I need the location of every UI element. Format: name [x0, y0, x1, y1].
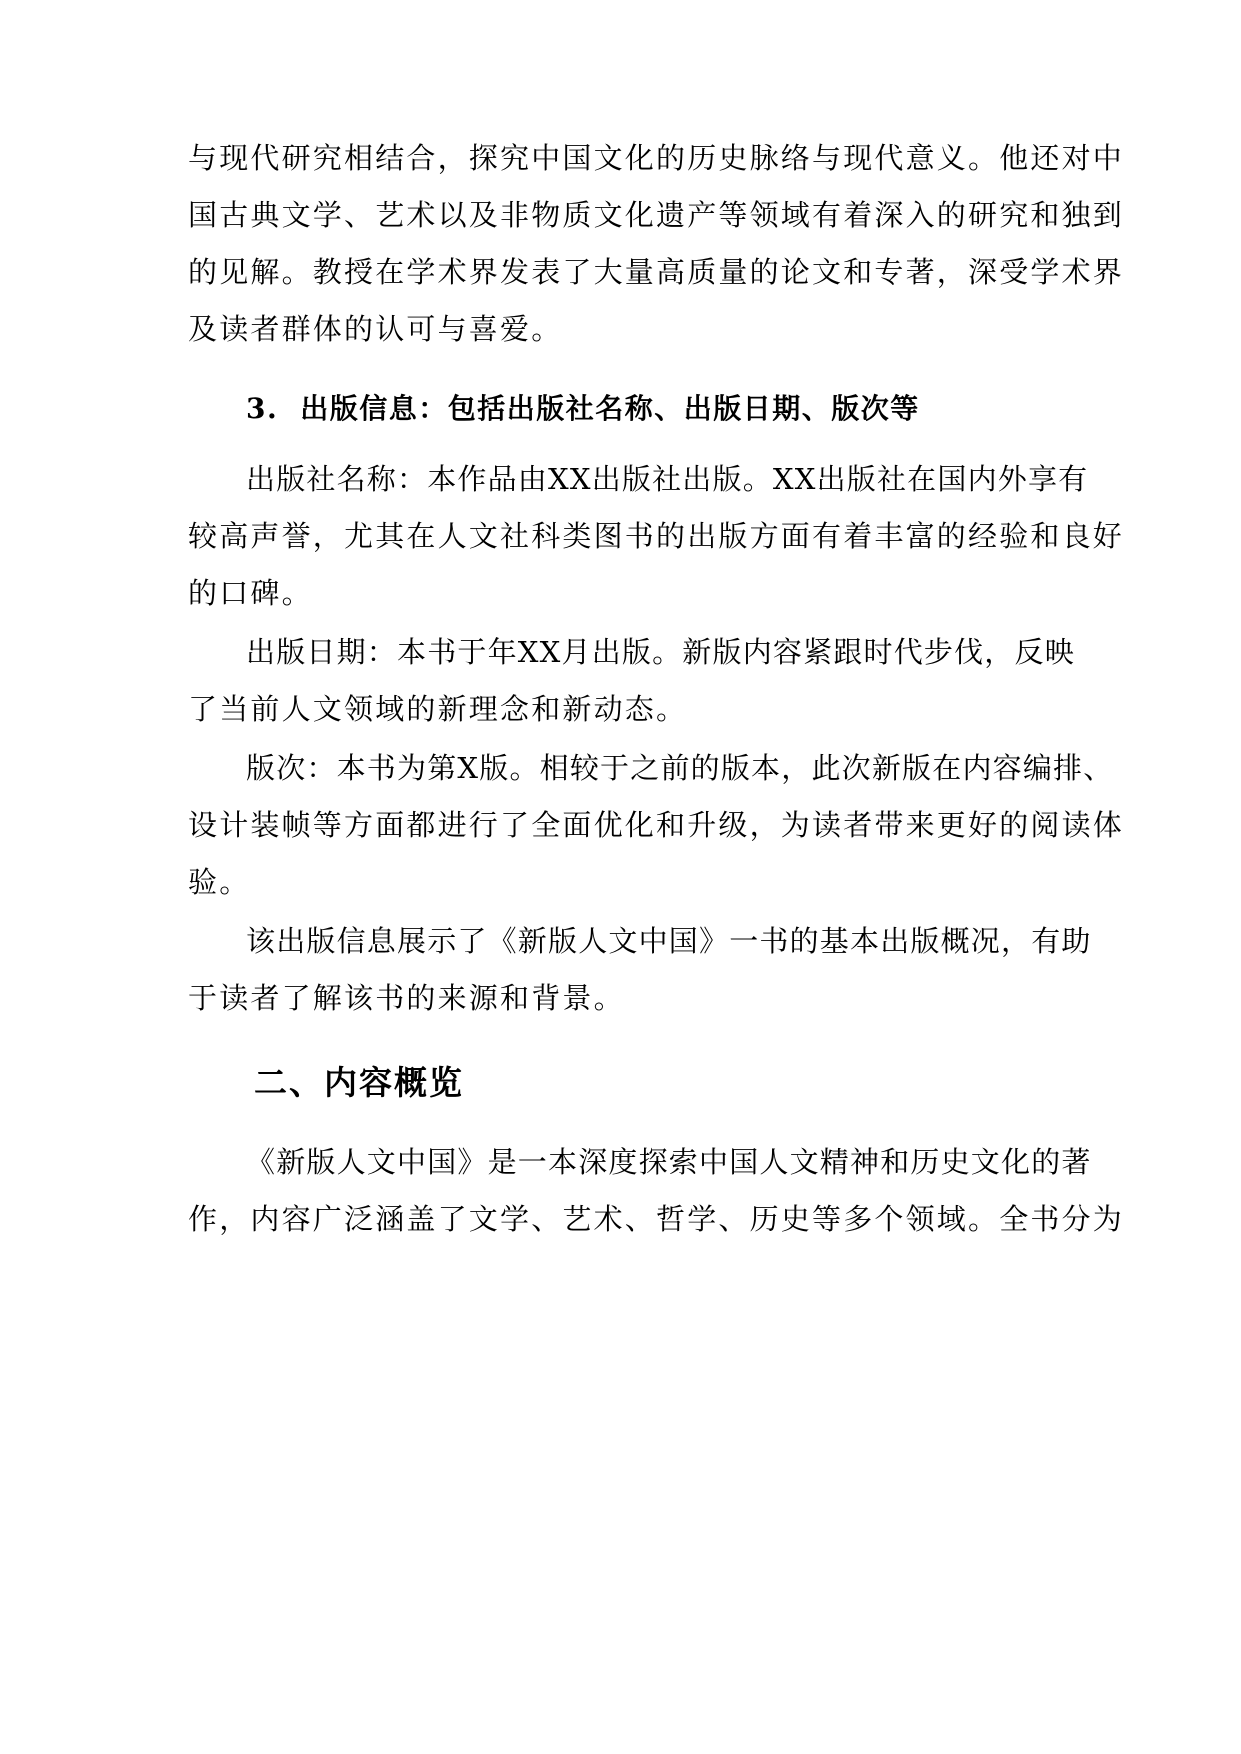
paragraph-line: 的见解。教授在学术界发表了大量高质量的论文和专著，深受学术界	[188, 255, 1125, 289]
section-heading-publication-info	[246, 389, 920, 429]
date-line: 了当前人文领域的新理念和新动态。	[188, 692, 688, 726]
edition-line: 设计装帧等方面都进行了全面优化和升级，为读者带来更好的阅读体	[188, 808, 1125, 842]
section-number: 3.	[246, 392, 279, 425]
overview-line: 作，内容广泛涵盖了文学、艺术、哲学、历史等多个领域。全书分为	[188, 1202, 1125, 1236]
paragraph-line: 及读者群体的认可与喜爱。	[188, 312, 563, 346]
publisher-line: 的口碑。	[188, 576, 313, 610]
overview-line: 《新版人文中国》是一本深度探索中国人文精神和历史文化的著	[246, 1145, 1092, 1179]
edition-line: 版次：本书为第X版。相较于之前的版本，此次新版在内容编排、	[246, 751, 1114, 785]
publisher-line: 出版社名称：本作品由XX出版社出版。XX出版社在国内外享有	[246, 462, 1089, 496]
summary-line: 于读者了解该书的来源和背景。	[188, 981, 625, 1015]
paragraph-line: 与现代研究相结合，探究中国文化的历史脉络与现代意义。他还对中	[188, 141, 1125, 175]
date-line: 出版日期：本书于年XX月出版。新版内容紧跟时代步伐，反映	[246, 635, 1075, 669]
summary-line: 该出版信息展示了《新版人文中国》一书的基本出版概况，有助	[246, 924, 1092, 958]
section-heading-content-overview: 二、内容概览	[254, 1063, 464, 1102]
edition-line: 验。	[188, 865, 251, 899]
paragraph-line: 国古典文学、艺术以及非物质文化遗产等领域有着深入的研究和独到	[188, 198, 1125, 232]
publisher-line: 较高声誉，尤其在人文社科类图书的出版方面有着丰富的经验和良好	[188, 519, 1125, 553]
section-title: 出版信息：包括出版社名称、出版日期、版次等	[300, 392, 920, 425]
